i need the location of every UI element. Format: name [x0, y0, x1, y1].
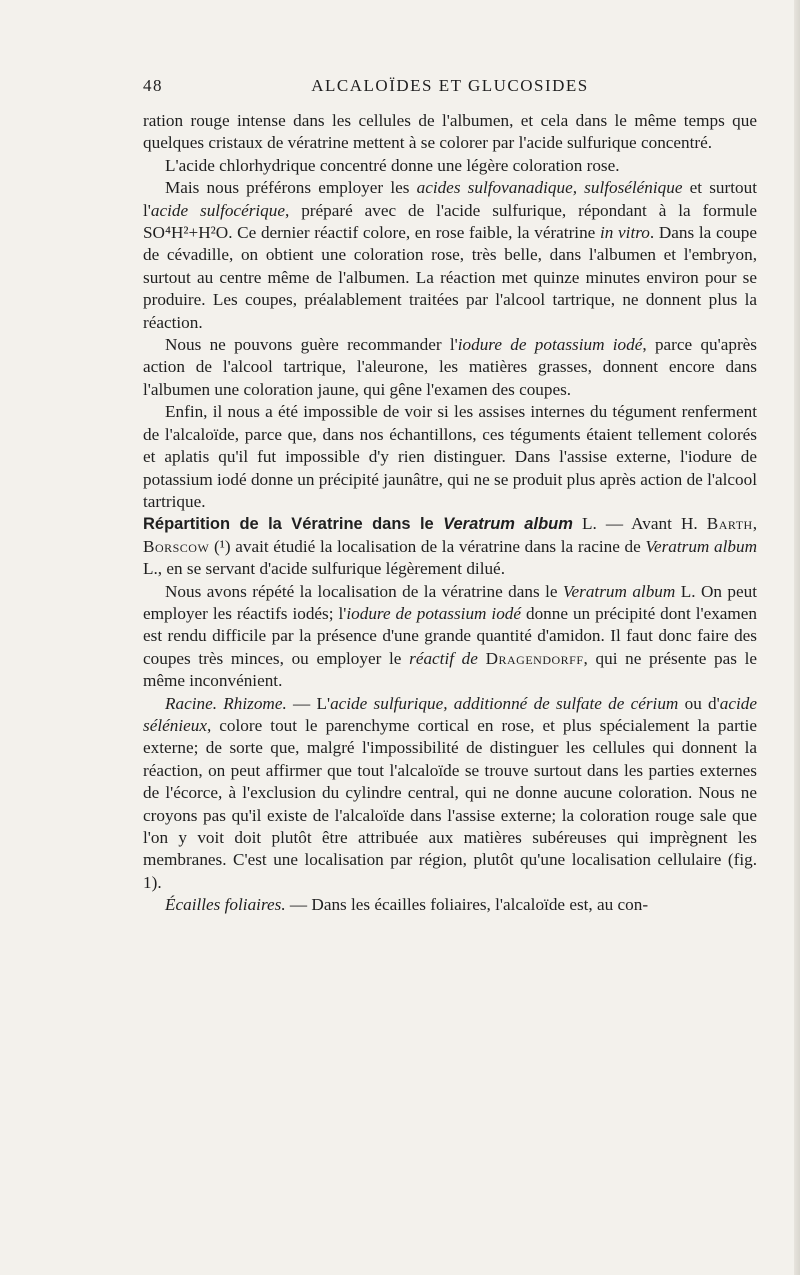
italic-term: acide sulfocérique: [150, 200, 285, 220]
paragraph-2: L'acide chlorhydrique concentré donne une légère coloration rose.: [165, 155, 620, 175]
text-run: L., en se servant d'acide sulfurique légèrement dilué.: [143, 559, 505, 579]
italic-term: in vitro: [599, 223, 650, 243]
page-header: [143, 76, 757, 98]
section-heading: Répartition de la Vératrine dans le: [143, 515, 444, 534]
italic-term: acide sélénieux: [143, 693, 757, 735]
paragraph-3: [143, 177, 757, 334]
paragraph-7: [143, 581, 757, 693]
page-edge-shadow: [794, 0, 800, 1275]
text-run: , qui ne présente pas le même inconvénient.: [143, 648, 758, 691]
italic-term: iodure de potassium iodé: [346, 603, 522, 623]
italic-term: Veratrum album: [562, 581, 676, 601]
italic-term: acides sulfovanadique, sulfosélénique: [416, 178, 683, 198]
body-text: [143, 110, 757, 917]
paragraph-8: [143, 693, 757, 895]
author-name: Borscow: [143, 536, 210, 556]
text-run: . Dans la coupe de cévadille, on obtient une coloration rose, très belle, dans l'albumen et l'embryon, surtout au centre même de l'albumen. La réaction met quinze minutes environ pour se produire. Les coupes, préalablement traitées par l'alcool tartrique, ne donnent plus la réaction.: [143, 223, 757, 332]
text-run: — Dans les écailles foliaires, l'alcaloïde est, au con-: [285, 895, 649, 915]
running-title: ALCALOÏDES ET GLUCOSIDES: [311, 76, 589, 95]
paragraph-6: [143, 513, 757, 580]
author-name: Dragendorff: [485, 648, 584, 668]
italic-term: Veratrum album: [645, 536, 757, 556]
text-run: ,: [752, 514, 757, 534]
text-run: , colore tout le parenchyme cortical en rose, et plus spécialement la partie externe; de sorte que, malgré l'impossibilité de distinguer les cellules qui donnent la réaction, on peut affirmer que tout l'alcaloïde se trouve surtout dans les parties externes de l'écorce, à l'exclusion du cylindre central, qui ne donne aucune coloration. Nous ne croyons pas qu'il existe de l'alcaloïde dans l'assise externe; la coloration rouge sale que l'on y voit doit plutôt être attribuée aux matières subéreuses qui imprègnent les membranes. C'est une localisation par région, plutôt qu'une localisation cellulaire (fig. 1).: [143, 715, 757, 892]
text-run: L. On peut employer les réactifs iodés; l': [143, 581, 757, 623]
text-run: , préparé avec de l'acide sulfurique, répondant à la formule SO⁴H²+H²O. Ce dernier réactif colore, en rose faible, la vératrine: [143, 200, 757, 243]
italic-term: acide sulfurique, additionné de sulfate de cérium: [330, 693, 679, 713]
text-run: Nous ne pouvons guère recommander l': [165, 335, 458, 355]
footnote-ref: (¹) avait étudié la localisation de la vératrine dans la racine de: [209, 536, 646, 556]
subsection-label: Écailles foliaires.: [165, 895, 286, 915]
text-run: ou d': [678, 693, 720, 713]
paragraph-5: Enfin, il nous a été impossible de voir si les assises internes du tégument renferment de l'alcaloïde, parce que, dans nos échantillons, ces téguments étaient tellement colorés et aplatis qu'il fut impossible d'y rien distinguer. Dans l'assise externe, l'iodure de potassium iodé donne un précipité jaunâtre, qui ne se produit plus après action de l'alcool tartrique.: [143, 402, 757, 511]
section-heading-species: Veratrum album: [443, 515, 573, 534]
text-run: [478, 649, 486, 668]
author-name: Barth: [706, 514, 753, 534]
page-number: 48: [143, 76, 163, 95]
text-run: , parce qu'après action de l'alcool tartrique, l'aleurone, les matières grasses, donnent encore dans l'albumen une coloration jaune, qui gêne l'examen des coupes.: [143, 335, 757, 399]
paragraph-1: ration rouge intense dans les cellules de l'albumen, et cela dans le même temps que quelques cristaux de vératrine mettent à se colorer par l'acide sulfurique concentré.: [143, 111, 757, 153]
text-run: L. — Avant H.: [572, 514, 707, 534]
text-run: Nous avons répété la localisation de la vératrine dans le: [165, 581, 563, 601]
text-run: et surtout l': [143, 178, 757, 220]
text-run: — L': [286, 693, 331, 713]
text-run: Mais nous préférons employer les: [165, 178, 417, 198]
paragraph-4: [143, 334, 757, 401]
paragraph-9: [143, 894, 757, 916]
subsection-label: Racine. Rhizome.: [165, 693, 287, 713]
text-run: donne un précipité dont l'examen est rendu difficile par la présence d'une grande quantité d'amidon. Il faut donc faire des coupes très minces, ou employer le: [143, 603, 758, 668]
italic-term: iodure de potassium iodé: [457, 335, 643, 355]
italic-term: réactif de: [409, 648, 478, 668]
